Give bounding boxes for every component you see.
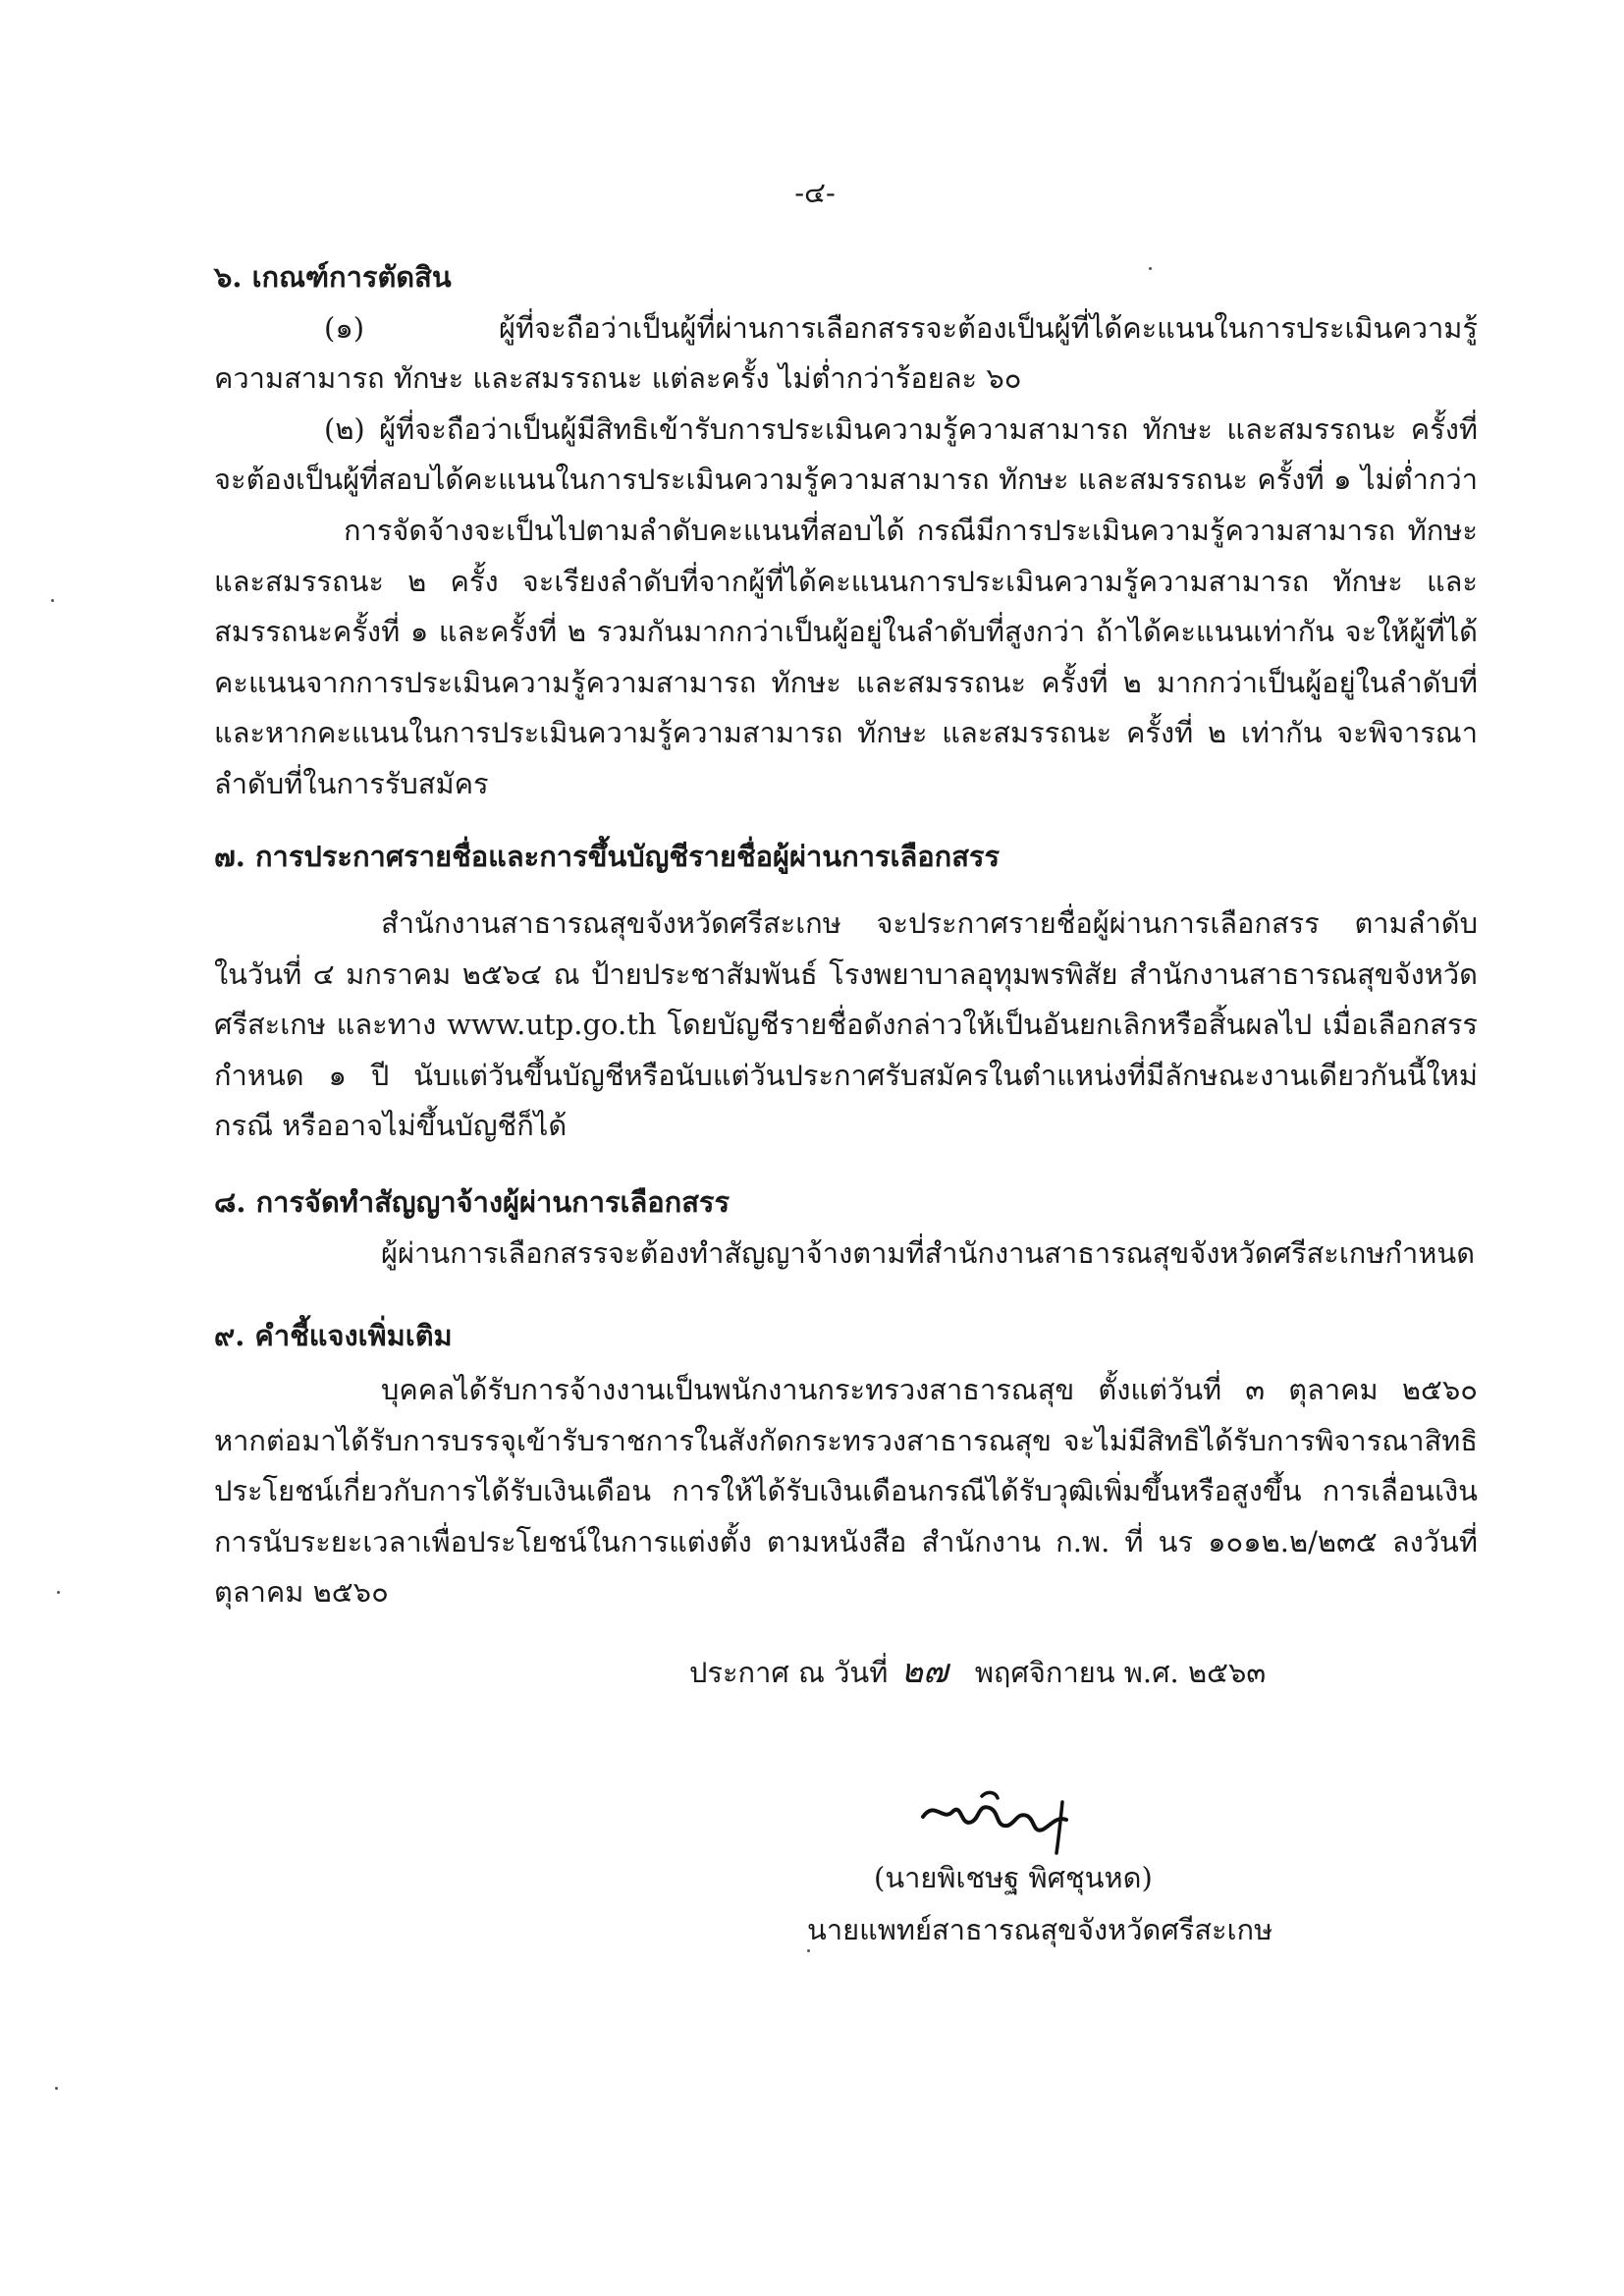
announcement-date: [689, 1652, 1266, 1691]
section-6-line-7: สมรรถนะครั้งที่ ๑ และครั้งที่ ๒ รวมกันมากกว่าเป็นผู้อยู่ในลำดับที่สูงกว่า ถ้าได้คะแนนเท่ากัน จะให้ผู้ที่ได้: [214, 615, 1478, 648]
scan-speck: [1149, 267, 1152, 270]
section-7-line-4: กำหนด ๑ ปี นับแต่วันขึ้นบัญชีหรือนับแต่วันประกาศรับสมัครในตำแหน่งที่มีลักษณะงานเดียวกันนี้ใหม่: [214, 1059, 1478, 1092]
section-7-line-5: กรณี หรืออาจไม่ขึ้นบัญชีก็ได้: [214, 1109, 568, 1142]
section-6-line-8: คะแนนจากการประเมินความรู้ความสามารถ ทักษะ และสมรรถนะ ครั้งที่ ๒ มากกว่าเป็นผู้อยู่ในลำดับที่: [214, 666, 1478, 699]
section-6-line-1: (๑) ผู้ที่จะถือว่าเป็นผู้ที่ผ่านการเลือกสรรจะต้องเป็นผู้ที่ได้คะแนนในการประเมินความรู้: [324, 311, 1478, 345]
section-7-heading: ๗. การประกาศรายชื่อและการขึ้นบัญชีรายชื่อผู้ผ่านการเลือกสรร: [214, 840, 1001, 873]
section-6-line-2: ความสามารถ ทักษะ และสมรรถนะ แต่ละครั้ง ไม่ต่ำกว่าร้อยละ ๖๐: [214, 361, 1022, 395]
signatory-position: นายแพทย์สาธารณสุขจังหวัดศรีสะเกษ: [807, 1913, 1273, 1946]
section-6-line-3: (๒) ผู้ที่จะถือว่าเป็นผู้มีสิทธิเข้ารับการประเมินความรู้ความสามารถ ทักษะ และสมรรถนะ ครั้งที่: [324, 412, 1478, 446]
announcement-day: ๒๗: [900, 1652, 948, 1691]
section-9-line-4: การนับระยะเวลาเพื่อประโยชน์ในการแต่งตั้ง ตามหนังสือ สำนักงาน ก.พ. ที่ นร ๑๐๑๒.๒/๒๓๕ ลงวันที่: [214, 1525, 1478, 1558]
section-8-heading: ๘. การจัดทำสัญญาจ้างผู้ผ่านการเลือกสรร: [214, 1185, 731, 1219]
section-7-line-3: ศรีสะเกษ และทาง www.utp.go.th โดยบัญชีรายชื่อดังกล่าวให้เป็นอันยกเลิกหรือสิ้นผลไป เมื่อเลือกสรร: [214, 1008, 1478, 1041]
section-9-line-2: หากต่อมาได้รับการบรรจุเข้ารับราชการในสังกัดกระทรวงสาธารณสุข จะไม่มีสิทธิได้รับการพิจารณาสิทธิ: [214, 1424, 1478, 1457]
section-6-heading: ๖. เกณฑ์การตัดสิน: [214, 260, 452, 294]
announcement-month-year: พฤศจิกายน พ.ศ. ๒๕๖๓: [974, 1656, 1267, 1689]
signatory-name: (นายพิเชษฐ พิศชุนหด): [874, 1861, 1153, 1894]
section-9-heading: ๙. คำชี้แจงเพิ่มเติม: [214, 1319, 453, 1352]
scan-speck: [51, 599, 54, 602]
section-9-line-3: ประโยชน์เกี่ยวกับการได้รับเงินเดือน การให้ได้รับเงินเดือนกรณีได้รับวุฒิเพิ่มขึ้นหรือสูงขึ้น การเลื่อนเงิน: [214, 1474, 1478, 1507]
section-8-line-1: ผู้ผ่านการเลือกสรรจะต้องทำสัญญาจ้างตามที่สำนักงานสาธารณสุขจังหวัดศรีสะเกษกำหนด: [381, 1236, 1476, 1270]
section-6-line-10: ลำดับที่ในการรับสมัคร: [214, 767, 489, 800]
section-6-line-5: การจัดจ้างจะเป็นไปตามลำดับคะแนนที่สอบได้ กรณีมีการประเมินความรู้ความสามารถ ทักษะ: [344, 514, 1478, 547]
section-6-line-9: และหากคะแนนในการประเมินความรู้ความสามารถ ทักษะ และสมรรถนะ ครั้งที่ ๒ เท่ากัน จะพิจารณา: [214, 716, 1478, 749]
page-number: -๔-: [794, 176, 836, 209]
scan-speck: [807, 1949, 810, 1952]
section-6-line-6: และสมรรถนะ ๒ ครั้ง จะเรียงลำดับที่จากผู้ที่ได้คะแนนการประเมินความรู้ความสามารถ ทักษะ และ: [214, 565, 1478, 598]
section-7-line-1: สำนักงานสาธารณสุขจังหวัดศรีสะเกษ จะประกาศรายชื่อผู้ผ่านการเลือกสรร ตามลำดับ: [381, 906, 1478, 940]
announcement-prefix: ประกาศ ณ วันที่: [689, 1656, 889, 1689]
section-7-line-2: ในวันที่ ๔ มกราคม ๒๕๖๔ ณ ป้ายประชาสัมพันธ์ โรงพยาบาลอุทุมพรพิสัย สำนักงานสาธารณสุขจังหวัด: [214, 957, 1478, 991]
section-9-line-5: ตุลาคม ๒๕๖๐: [214, 1575, 389, 1609]
signature-image: [913, 1782, 1110, 1861]
scan-speck: [57, 1591, 60, 1594]
section-9-line-1: บุคคลได้รับการจ้างงานเป็นพนักงานกระทรวงสาธารณสุข ตั้งแต่วันที่ ๓ ตุลาคม ๒๕๖๐: [381, 1373, 1478, 1406]
section-6-line-4: จะต้องเป็นผู้ที่สอบได้คะแนนในการประเมินความรู้ความสามารถ ทักษะ และสมรรถนะ ครั้งที่ ๑ ไม่ต่ำกว่า: [214, 463, 1478, 496]
scan-speck: [55, 2087, 58, 2090]
